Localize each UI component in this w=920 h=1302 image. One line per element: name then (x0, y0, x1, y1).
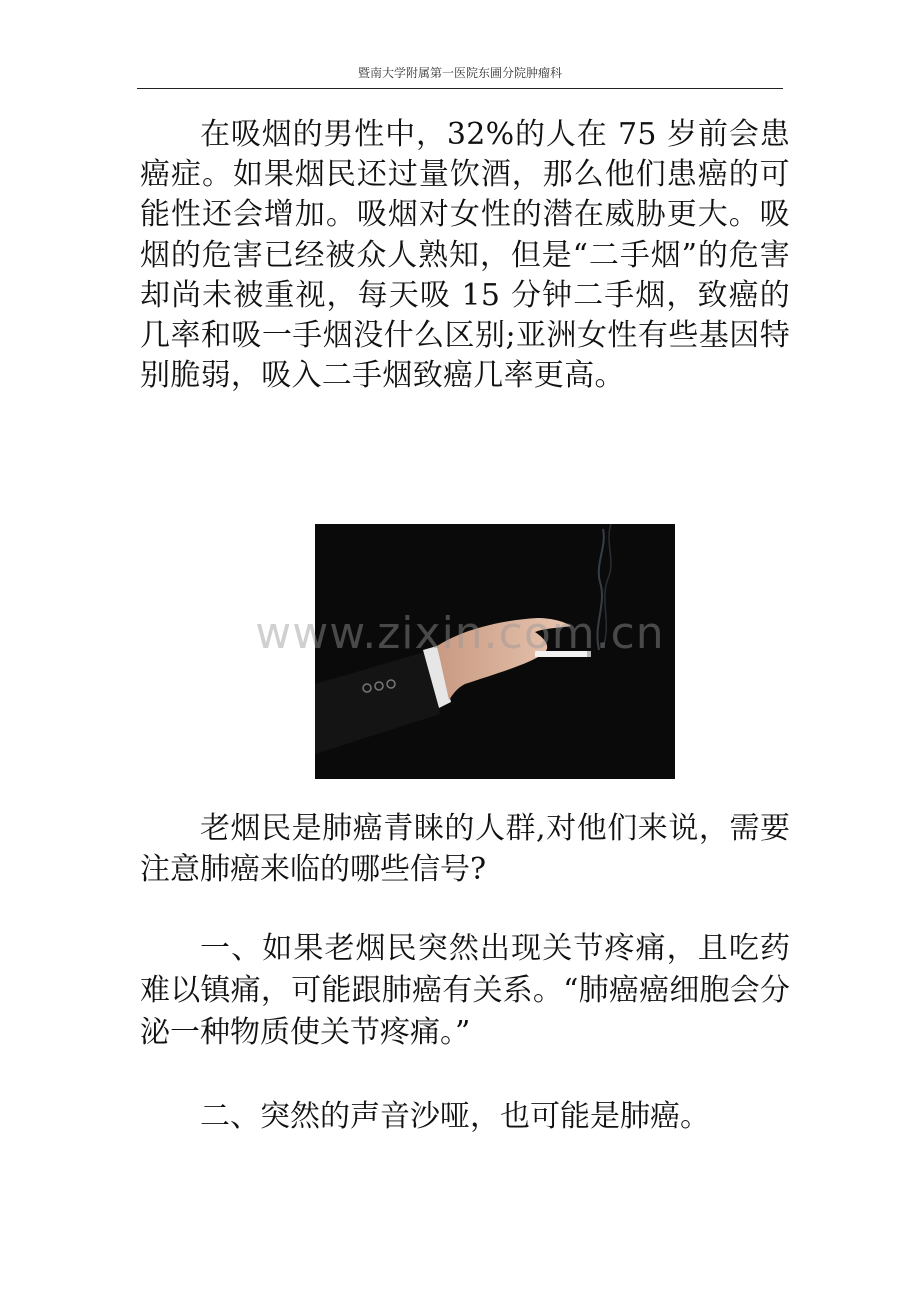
photo-watermark: www.zixin.com.cn (255, 608, 665, 659)
page-header (137, 64, 783, 89)
sign-one-paragraph: 一、如果老烟民突然出现关节疼痛，且吃药难以镇痛，可能跟肺癌有关系。“肺癌癌细胞会分泌一种物质使关节疼痛。” (140, 931, 790, 1050)
header-title: 暨南大学附属第一医院东圃分院肿瘤科 (357, 66, 562, 80)
sign-two-paragraph: 二、突然的声音沙哑，也可能是肺癌。 (200, 1099, 710, 1134)
intro-section (140, 115, 790, 396)
intro-paragraph: 在吸烟的男性中，32%的人在 75 岁前会患癌症。如果烟民还过量饮酒，那么他们患癌的可能性还会增加。吸烟对女性的潜在威胁更大。吸烟的危害已经被众人熟知，但是“二手烟”的危害却尚未被重视，每天吸 15 分钟二手烟，致癌的几率和吸一手烟没什么区别;亚洲女性有些基因特别脆弱，吸入二手烟致癌几率更高。 (140, 117, 790, 394)
smoker-question-paragraph: 老烟民是肺癌青睐的人群,对他们来说，需要注意肺癌来临的哪些信号? (140, 811, 790, 887)
